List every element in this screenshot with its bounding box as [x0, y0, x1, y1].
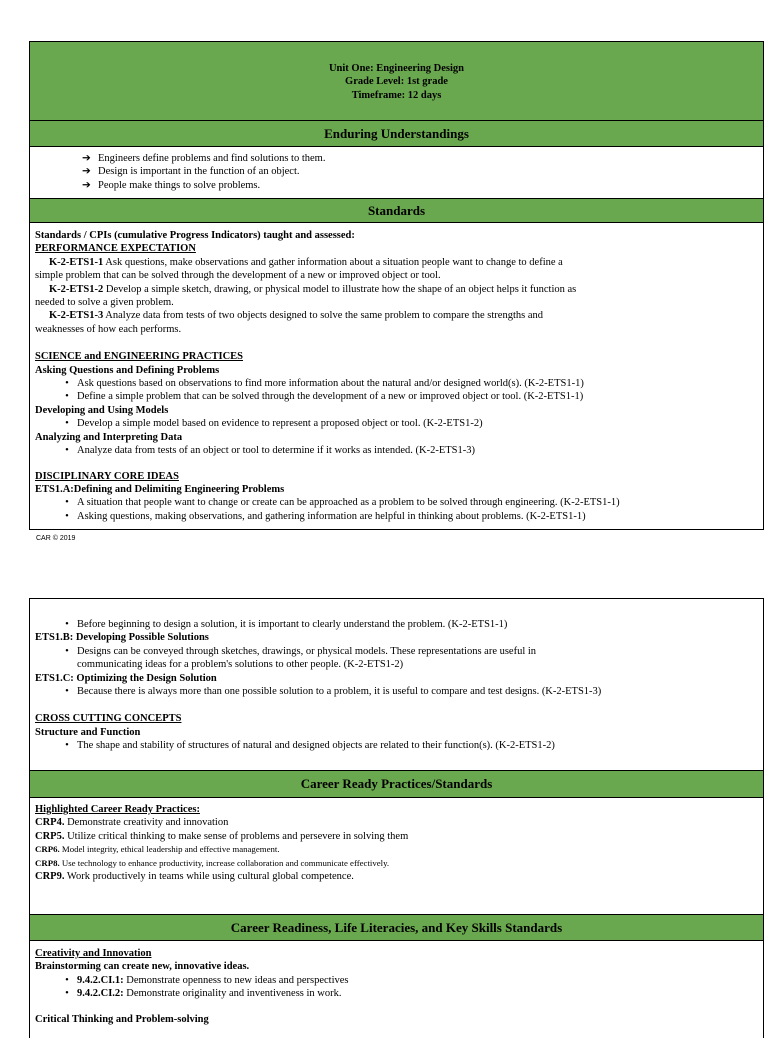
arrow-icon: ➔	[82, 179, 91, 191]
sep-title: SCIENCE and ENGINEERING PRACTICES	[35, 351, 244, 363]
pe-item-cont: needed to solve a given problem.	[35, 297, 174, 309]
list-item: • Asking questions, making observations, and gathering information are helpful in thinking about problems. (K-2-ETS1-1)	[65, 510, 586, 522]
page-footer: CAR © 2019	[36, 535, 76, 542]
sep-data: Analyzing and Interpreting Data	[35, 431, 183, 443]
crp-item: CRP4. Demonstrate creativity and innovation	[35, 817, 229, 829]
list-item: • Before beginning to design a solution, it is important to clearly understand the problem. (K-2-ETS1-1)	[65, 619, 508, 630]
list-item: • The shape and stability of structures of natural and designed objects are related to their function(s). (K-2-ETS1-2)	[65, 740, 555, 752]
sep-asking: Asking Questions and Defining Problems	[35, 364, 220, 376]
arrow-icon: ➔	[82, 153, 91, 164]
timeframe: Timeframe: 12 days	[351, 89, 442, 101]
dci-a: ETS1.A:Defining and Delimiting Engineering Problems	[35, 483, 285, 495]
readiness-body	[30, 941, 763, 1026]
list-item: ➔ People make things to solve problems.	[82, 179, 261, 191]
readiness-sub: Brainstorming can create new, innovative ideas.	[35, 961, 250, 973]
career-heading: Career Ready Practices/Standards	[30, 771, 763, 798]
pe-item-cont: simple problem that can be solved through the development of a new or improved object or tool.	[35, 270, 441, 282]
readiness-heading: Career Readiness, Life Literacies, and Key Skills Standards	[30, 915, 763, 941]
page-1-table	[29, 41, 764, 530]
readiness-next: Critical Thinking and Problem-solving	[35, 1013, 209, 1025]
unit-title: Unit One: Engineering Design	[328, 62, 465, 74]
list-item: ➔ Design is important in the function of an object.	[82, 166, 300, 178]
page-2-table	[29, 598, 764, 1038]
list-item: ➔ Engineers define problems and find solutions to them.	[82, 153, 326, 164]
list-item: • Develop a simple model based on evidence to represent a proposed object or tool. (K-2-ETS1-2)	[65, 418, 483, 430]
dci-title: DISCIPLINARY CORE IDEAS	[35, 470, 179, 482]
pe-item-cont: weaknesses of how each performs.	[35, 323, 182, 335]
crp-item: CRP5. Utilize critical thinking to make sense of problems and persevere in solving them	[35, 830, 409, 842]
arrow-icon: ➔	[82, 166, 91, 178]
list-item-cont: communicating ideas for a problem's solutions to other people. (K-2-ETS1-2)	[77, 659, 404, 671]
readiness-title: Creativity and Innovation	[35, 948, 152, 959]
standards-body	[30, 223, 763, 523]
enduring-heading: Enduring Understandings	[30, 121, 763, 147]
pe-item: K-2-ETS1-2 Develop a simple sketch, drawing, or physical model to illustrate how the shape of an object helps it function as	[49, 283, 577, 295]
pe-item: K-2-ETS1-1 Ask questions, make observations and gather information about a situation people want to change to define a	[49, 256, 563, 268]
list-item: • Because there is always more than one possible solution to a problem, it is useful to compare and test designs. (K-2-ETS1-3)	[65, 686, 602, 698]
sep-models: Developing and Using Models	[35, 404, 169, 416]
grade-level: Grade Level: 1st grade	[345, 76, 448, 88]
list-item: • 9.4.2.CI.2: Demonstrate originality and inventiveness in work.	[65, 988, 342, 1000]
crp-item: CRP6. Model integrity, ethical leadership and effective management.	[35, 844, 280, 855]
ccc-sub: Structure and Function	[35, 726, 141, 738]
dci-c: ETS1.C: Optimizing the Design Solution	[35, 672, 217, 684]
ccc-title: CROSS CUTTING CONCEPTS	[35, 713, 182, 725]
unit-header	[30, 42, 763, 121]
standards-intro: Standards / CPIs (cumulative Progress Indicators) taught and assessed:	[35, 230, 355, 241]
crp-item: CRP9. Work productively in teams while using cultural global competence.	[35, 871, 354, 883]
pe-item: K-2-ETS1-3 Analyze data from tests of two objects designed to solve the same problem to compare the strengths and	[49, 310, 543, 322]
list-item: • Analyze data from tests of an object or tool to determine if it works as intended. (K-2-ETS1-3)	[65, 445, 476, 457]
list-item: • 9.4.2.CI.1: Demonstrate openness to new ideas and perspectives	[65, 974, 349, 986]
crp-item: CRP8. Use technology to enhance productivity, increase collaboration and communicate effectively.	[35, 857, 390, 868]
pe-title: PERFORMANCE EXPECTATION	[35, 243, 196, 255]
career-body	[30, 798, 763, 915]
standards-heading: Standards	[30, 199, 763, 223]
standards-continued	[30, 599, 763, 771]
list-item: • A situation that people want to change or create can be approached as a problem to be solved through engineering. (K-2-ETS1-1)	[65, 497, 620, 509]
list-item: • Designs can be conveyed through sketches, drawings, or physical models. These representations are useful in	[65, 645, 537, 657]
career-title: Highlighted Career Ready Practices:	[35, 804, 200, 815]
list-item: • Define a simple problem that can be solved through the development of a new or improved object or tool. (K-2-ETS1-1)	[65, 391, 584, 403]
enduring-list	[30, 147, 763, 199]
list-item: • Ask questions based on observations to find more information about the natural and/or designed world(s). (K-2-ETS1-1)	[65, 378, 584, 390]
dci-b: ETS1.B: Developing Possible Solutions	[35, 632, 209, 644]
